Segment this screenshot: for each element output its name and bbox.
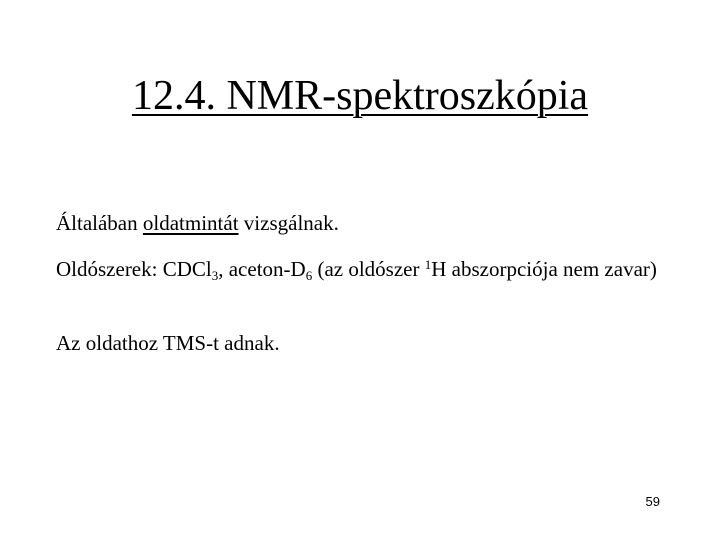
slide-title: 12.4. NMR-spektroszkópia <box>131 73 589 119</box>
paragraph-tms: Az oldathoz TMS-t adnak. <box>56 331 280 355</box>
paragraph2-part2: , aceton-D <box>218 257 306 281</box>
subscript-6: 6 <box>305 268 313 283</box>
paragraph1-underlined-term: oldatmintát <box>142 211 239 235</box>
page-number: 59 <box>645 494 660 509</box>
superscript-1: 1 <box>424 257 432 272</box>
subscript-3: 3 <box>211 268 219 283</box>
paragraph2-part4: H abszorpciója nem zavar) <box>431 257 657 281</box>
paragraph1-prefix: Általában <box>56 211 143 235</box>
paragraph-sample-type <box>56 210 676 236</box>
paragraph-solvents <box>56 256 676 282</box>
paragraph2-part3: (az oldószer <box>312 257 425 281</box>
paragraph1-suffix: vizsgálnak. <box>238 211 339 235</box>
paragraph2-part1: Oldószerek: CDCl <box>56 257 212 281</box>
